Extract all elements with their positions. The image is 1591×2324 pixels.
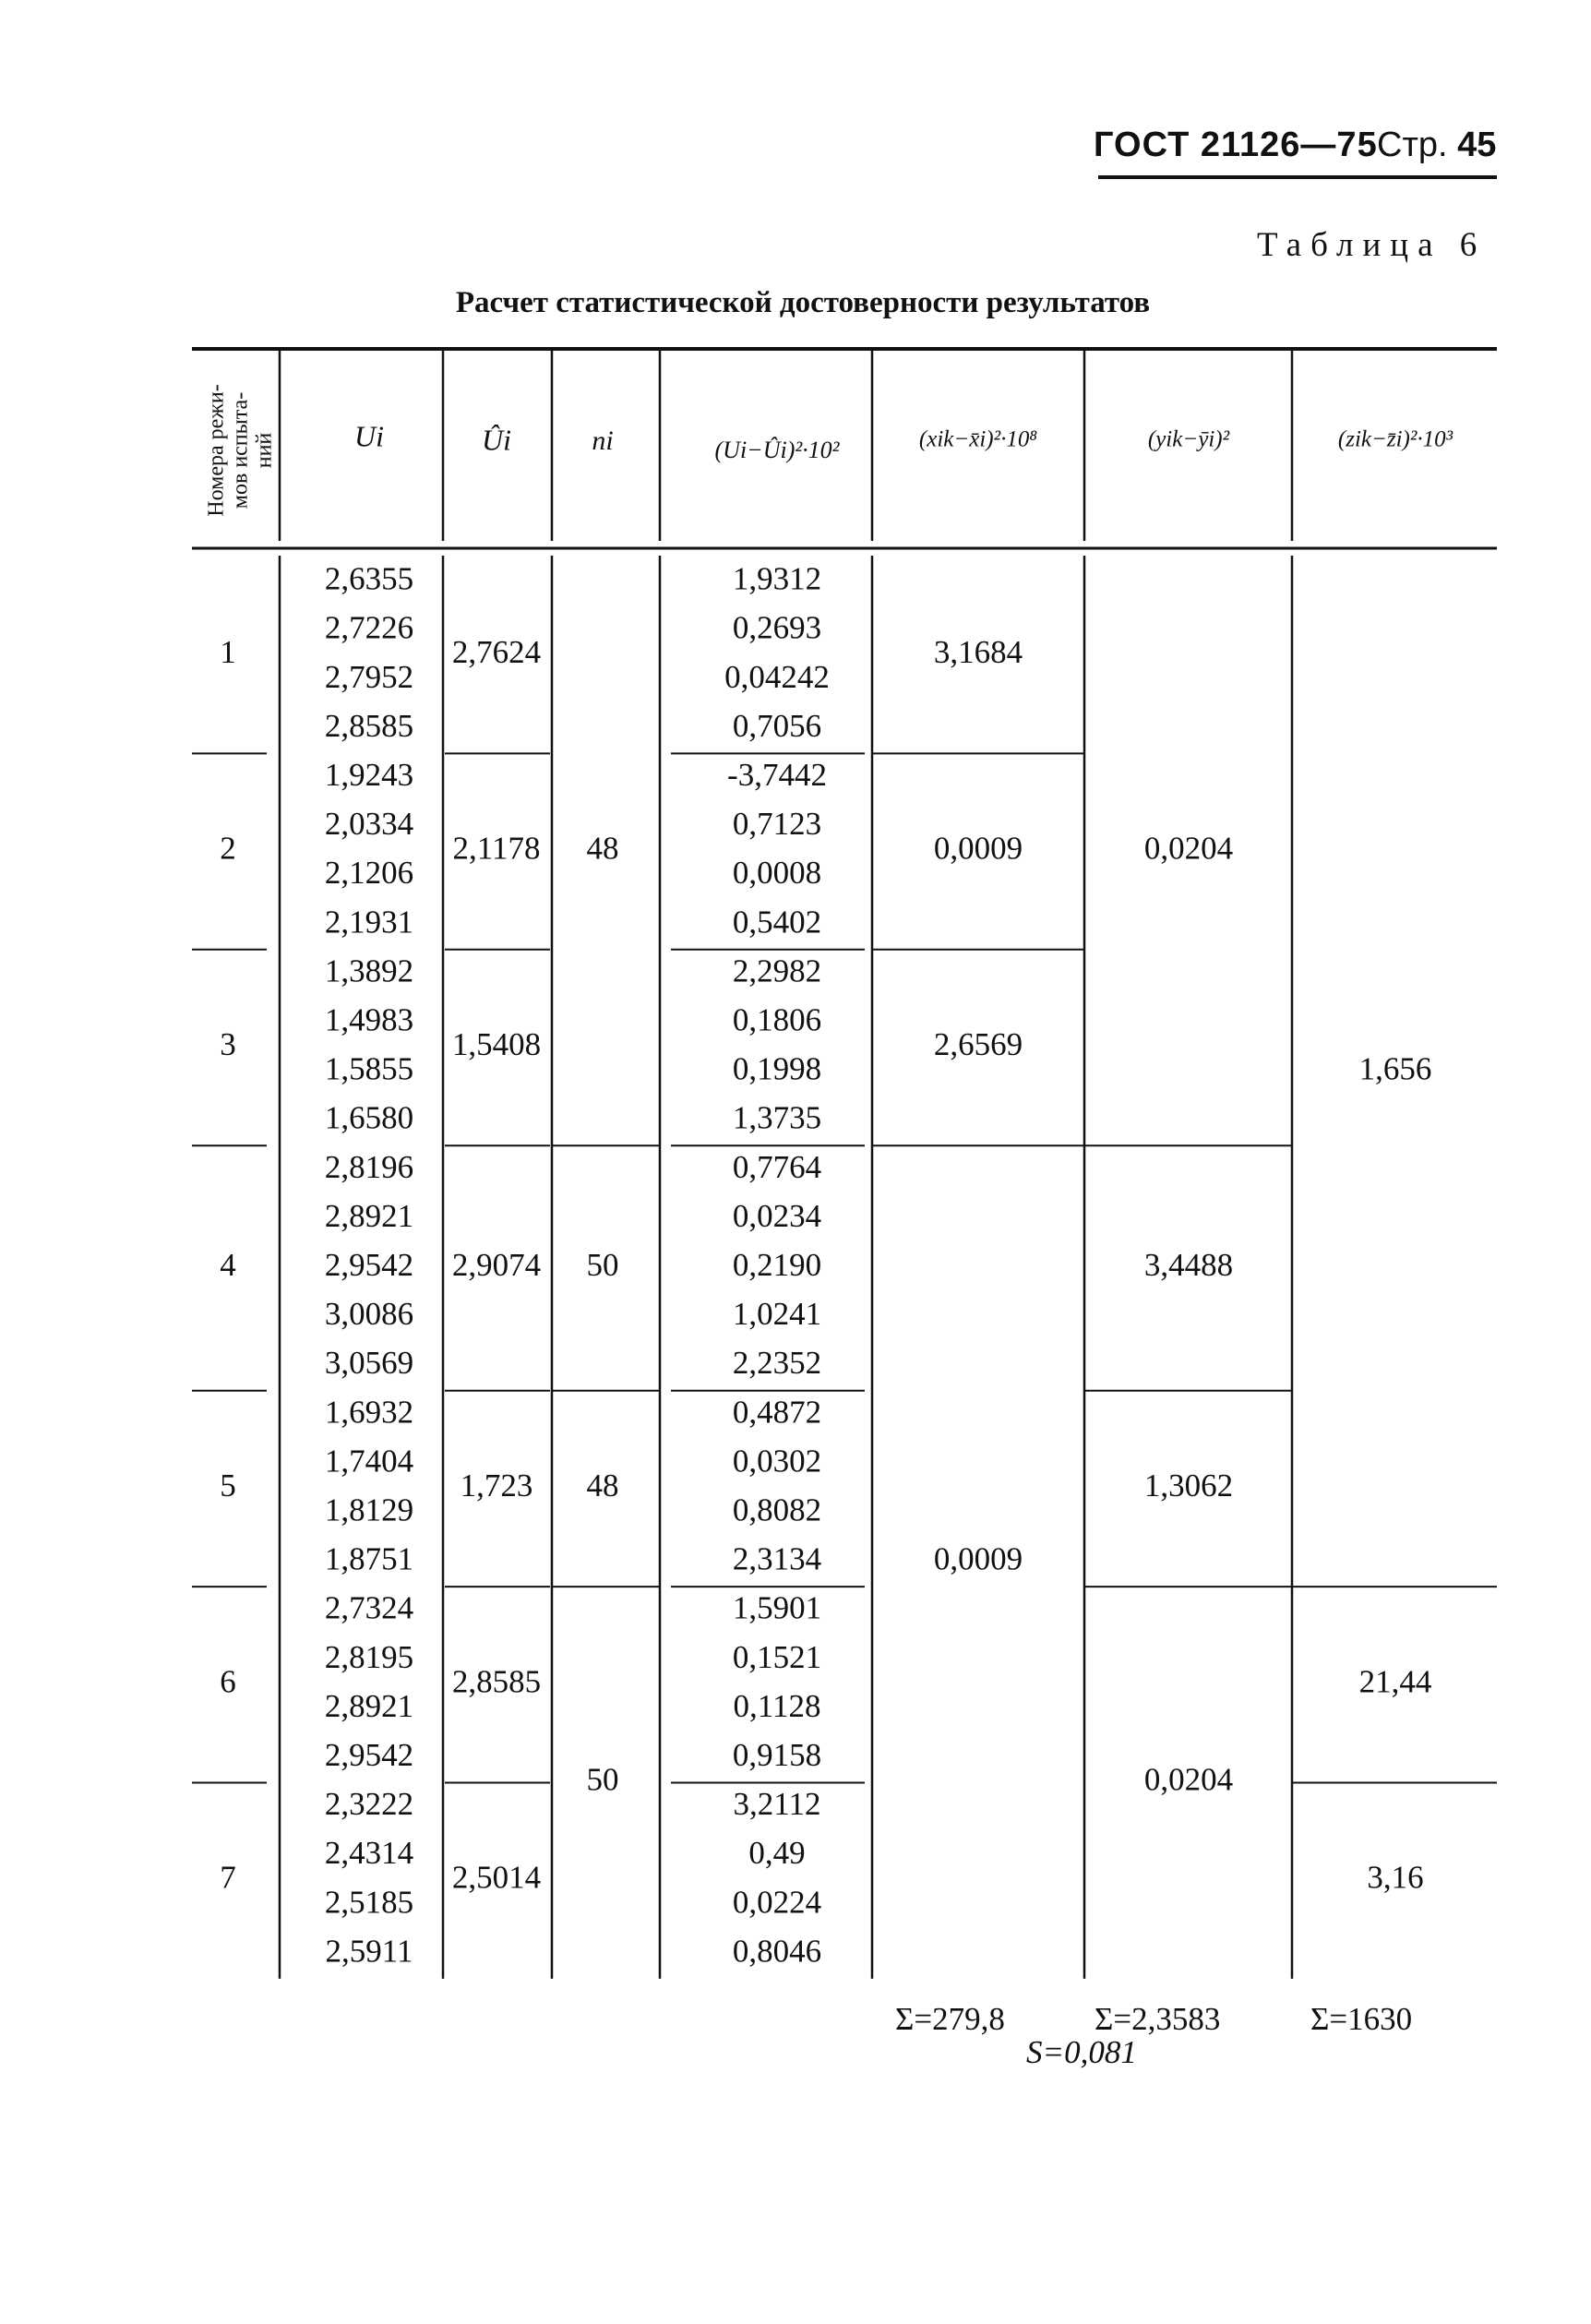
- u-value: 2,6355: [324, 560, 414, 597]
- u-value: 2,0334: [324, 806, 414, 843]
- du-value: 2,2982: [732, 952, 822, 989]
- mode-number: 3: [220, 1026, 236, 1063]
- du-value: 1,5901: [732, 1589, 822, 1626]
- du-value: 0,1806: [732, 1001, 822, 1038]
- u-value: 1,8751: [324, 1540, 414, 1577]
- u-value: 1,6580: [324, 1099, 414, 1136]
- dy-header: (yik−ȳi)²: [1147, 426, 1230, 452]
- du-value: 0,8046: [732, 1933, 822, 1970]
- dx-value: 3,1684: [933, 634, 1023, 671]
- du-value: 2,2352: [732, 1345, 822, 1382]
- u-value: 2,7952: [324, 658, 414, 695]
- u-value: 2,8921: [324, 1197, 414, 1234]
- du-value: 1,9312: [732, 560, 822, 597]
- du-value: 1,0241: [732, 1296, 822, 1333]
- u-value: 2,5911: [325, 1933, 413, 1970]
- u-value: 2,4314: [324, 1835, 414, 1872]
- du-value: 0,1128: [733, 1687, 821, 1724]
- u-value: 1,3892: [324, 952, 414, 989]
- u-value: 2,3222: [324, 1786, 414, 1823]
- u-value: 2,5185: [324, 1884, 414, 1921]
- dy-value: 1,3062: [1143, 1467, 1234, 1503]
- du-value: 2,3134: [732, 1540, 822, 1577]
- std-s: S=0,081: [1026, 2034, 1137, 2070]
- du-value: 0,8082: [732, 1491, 822, 1528]
- dx-value: 2,6569: [933, 1026, 1023, 1063]
- u-value: 2,7226: [324, 609, 414, 646]
- du-value: 0,0224: [732, 1884, 822, 1921]
- u-value: 1,4983: [324, 1001, 414, 1038]
- du-value: 0,0234: [732, 1197, 822, 1234]
- u-value: 2,1206: [324, 855, 414, 892]
- n-header: ni: [592, 425, 614, 456]
- u-value: 2,9542: [324, 1246, 414, 1283]
- dy-value: 3,4488: [1143, 1246, 1234, 1283]
- u-value: 2,8585: [324, 707, 414, 744]
- u-value: 1,5855: [324, 1050, 414, 1087]
- du-value: 0,0008: [732, 855, 822, 892]
- u-hat-value: 1,5408: [451, 1026, 542, 1063]
- n-value: 50: [586, 1246, 619, 1283]
- n-value: 50: [586, 1761, 619, 1798]
- sum-z: Σ=1630: [1310, 2001, 1413, 2037]
- standard-number: ГОСТ 21126—75: [1094, 126, 1378, 164]
- n-value: 48: [586, 1467, 619, 1503]
- u-hat-value: 2,7624: [451, 634, 542, 671]
- du-value: 1,3735: [732, 1099, 822, 1136]
- u-hat-header: Ûi: [482, 423, 511, 457]
- page-prefix: Стр.: [1377, 126, 1448, 164]
- du-value: 0,7056: [732, 707, 822, 744]
- du-value: 0,7123: [732, 806, 822, 843]
- du-value: 0,49: [748, 1835, 806, 1872]
- n-value: 48: [586, 830, 619, 867]
- du-value: 0,04242: [724, 658, 830, 695]
- mode-number: 5: [220, 1467, 236, 1503]
- du-value: 0,9158: [732, 1736, 822, 1773]
- table-title: Расчет статистической достоверности результатов: [455, 286, 1151, 319]
- mode-header-l3: ний: [252, 432, 277, 469]
- u-value: 3,0086: [324, 1296, 414, 1333]
- u-value: 2,9542: [324, 1736, 414, 1773]
- table-body: [220, 561, 1431, 1970]
- page-number-value: 45: [1457, 126, 1497, 164]
- dz-value: 21,44: [1358, 1663, 1432, 1700]
- mode-header-l1: Номера режи-: [204, 384, 229, 517]
- u-value: 2,8921: [324, 1687, 414, 1724]
- dx-value: 0,0009: [933, 830, 1023, 867]
- u-value: 2,8196: [324, 1148, 414, 1185]
- du-value: 0,1521: [732, 1638, 822, 1675]
- mode-header-l2: мов испыта-: [228, 391, 253, 509]
- du-value: 0,2190: [732, 1246, 822, 1283]
- du-value: 0,0302: [732, 1443, 822, 1479]
- dx-header: (xik−x̄i)²·10⁸: [918, 426, 1038, 452]
- mode-number: 6: [220, 1663, 236, 1700]
- u-header: Ui: [354, 419, 384, 453]
- dz-value: 1,656: [1358, 1050, 1432, 1087]
- du-value: 0,1998: [732, 1050, 822, 1087]
- u-value: 2,1931: [324, 904, 414, 940]
- mode-number: 4: [220, 1246, 236, 1283]
- u-value: 3,0569: [324, 1345, 414, 1382]
- du-value: 0,5402: [732, 904, 822, 940]
- sum-x: Σ=279,8: [895, 2001, 1005, 2037]
- du-value: 0,2693: [732, 609, 822, 646]
- du-value: 0,7764: [732, 1148, 822, 1185]
- mode-number: 7: [220, 1859, 236, 1896]
- u-value: 1,9243: [324, 756, 414, 793]
- u-hat-value: 2,1178: [452, 830, 541, 867]
- dy-value: 0,0204: [1143, 1761, 1234, 1798]
- table-header: [205, 384, 1453, 516]
- sum-y: Σ=2,3583: [1095, 2001, 1221, 2037]
- mode-number: 2: [220, 830, 236, 867]
- du-value: 0,4872: [732, 1394, 822, 1431]
- mode-number: 1: [220, 634, 236, 671]
- dx-value: 0,0009: [933, 1540, 1023, 1577]
- dz-header: (zik−z̄i)²·10³: [1337, 426, 1453, 452]
- du-header: (Ui−Ûi)²·10²: [714, 436, 840, 463]
- u-value: 1,6932: [324, 1394, 414, 1431]
- u-hat-value: 2,9074: [451, 1246, 542, 1283]
- u-value: 1,8129: [324, 1491, 414, 1528]
- dz-value: 3,16: [1367, 1859, 1424, 1896]
- dy-value: 0,0204: [1143, 830, 1234, 867]
- u-value: 2,8195: [324, 1638, 414, 1675]
- du-value: -3,7442: [727, 756, 827, 793]
- u-hat-value: 2,8585: [451, 1663, 542, 1700]
- u-value: 2,7324: [324, 1589, 414, 1626]
- u-value: 1,7404: [324, 1443, 414, 1479]
- table-label: Таблица 6: [1257, 226, 1487, 264]
- du-value: 3,2112: [733, 1786, 821, 1823]
- u-hat-value: 1,723: [460, 1467, 533, 1503]
- u-hat-value: 2,5014: [451, 1859, 542, 1896]
